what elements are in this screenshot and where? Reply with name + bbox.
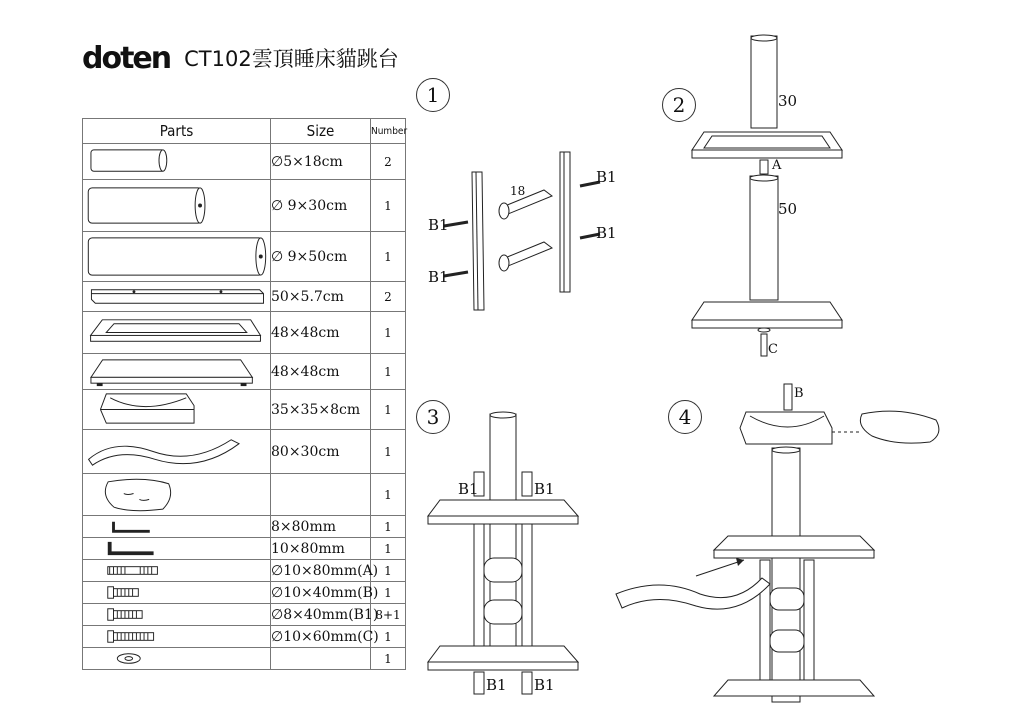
part-size: 8×80mm bbox=[271, 516, 371, 538]
base-board-icon bbox=[83, 354, 270, 389]
table-row bbox=[83, 430, 406, 474]
step-1-number: 1 bbox=[416, 78, 450, 112]
part-count: 2 bbox=[371, 144, 406, 180]
screw-label: B1 bbox=[458, 480, 479, 498]
step-4-diagram bbox=[610, 380, 950, 710]
table-row bbox=[83, 312, 406, 354]
table-row bbox=[83, 604, 406, 626]
step-3-number: 3 bbox=[416, 400, 450, 434]
wave-lounger-icon bbox=[83, 430, 270, 473]
document-title: CT102雲頂睡床貓跳台 bbox=[184, 47, 399, 71]
screw-label: B1 bbox=[534, 676, 555, 694]
part-size bbox=[271, 648, 371, 670]
part-count: 1 bbox=[371, 582, 406, 604]
part-size: ∅8×40mm(B1) bbox=[271, 604, 371, 626]
post-9x30-icon bbox=[83, 180, 270, 231]
step-3-diagram bbox=[428, 410, 588, 702]
screw-label: B1 bbox=[596, 168, 617, 186]
frame-board-icon bbox=[83, 312, 270, 353]
side-bar-icon bbox=[83, 282, 270, 311]
part-count: 8+1 bbox=[371, 604, 406, 626]
hex-key-10-icon bbox=[83, 538, 270, 559]
part-count: 1 bbox=[371, 626, 406, 648]
part-size: 10×80mm bbox=[271, 538, 371, 560]
step-2-number: 2 bbox=[662, 88, 696, 122]
top-post-length: 30 bbox=[778, 92, 798, 110]
bolt-c-icon bbox=[83, 626, 270, 647]
size-column-header: Size bbox=[271, 119, 371, 144]
part-count: 1 bbox=[371, 312, 406, 354]
part-count: 1 bbox=[371, 560, 406, 582]
washer-icon bbox=[83, 648, 270, 669]
bolt-b-label: B bbox=[794, 386, 804, 401]
number-column-header: Number bbox=[371, 119, 406, 144]
bottom-post-length: 50 bbox=[778, 200, 798, 218]
part-count: 1 bbox=[371, 474, 406, 516]
part-count: 2 bbox=[371, 282, 406, 312]
table-row bbox=[83, 648, 406, 670]
cushion-icon bbox=[83, 474, 270, 515]
parts-table bbox=[82, 118, 406, 670]
table-row bbox=[83, 232, 406, 282]
part-size: 35×35×8cm bbox=[271, 390, 371, 430]
part-size: ∅10×60mm(C) bbox=[271, 626, 371, 648]
table-row bbox=[83, 180, 406, 232]
table-row bbox=[83, 144, 406, 180]
screw-label: B1 bbox=[534, 480, 555, 498]
bolt-a-icon bbox=[83, 560, 270, 581]
part-count: 1 bbox=[371, 648, 406, 670]
table-row bbox=[83, 474, 406, 516]
post-length-label: 18 bbox=[510, 184, 526, 198]
hex-key-8-icon bbox=[83, 516, 270, 537]
table-row bbox=[83, 538, 406, 560]
part-size: 80×30cm bbox=[271, 430, 371, 474]
part-count: 1 bbox=[371, 516, 406, 538]
bowl-bed-icon bbox=[83, 390, 270, 429]
part-count: 1 bbox=[371, 180, 406, 232]
screw-label: B1 bbox=[428, 216, 449, 234]
part-count: 1 bbox=[371, 232, 406, 282]
step-4-number: 4 bbox=[668, 400, 702, 434]
parts-table-header bbox=[83, 119, 406, 144]
screw-label: B1 bbox=[596, 224, 617, 242]
part-size: ∅ 9×50cm bbox=[271, 232, 371, 282]
part-size: 50×5.7cm bbox=[271, 282, 371, 312]
part-size: ∅5×18cm bbox=[271, 144, 371, 180]
table-row bbox=[83, 560, 406, 582]
part-count: 1 bbox=[371, 390, 406, 430]
part-count: 1 bbox=[371, 538, 406, 560]
part-size: ∅10×40mm(B) bbox=[271, 582, 371, 604]
bolt-a-label: A bbox=[772, 158, 782, 173]
table-row bbox=[83, 390, 406, 430]
short-post-5x18-icon bbox=[83, 144, 270, 179]
post-9x50-icon bbox=[83, 232, 270, 281]
screw-label: B1 bbox=[486, 676, 507, 694]
parts-column-header: Parts bbox=[83, 119, 271, 144]
step-1-diagram bbox=[420, 150, 620, 320]
part-size bbox=[271, 474, 371, 516]
part-size: 48×48cm bbox=[271, 312, 371, 354]
brand-logo: doten bbox=[82, 40, 171, 76]
screw-b1-icon bbox=[83, 604, 270, 625]
table-row bbox=[83, 516, 406, 538]
part-size: 48×48cm bbox=[271, 354, 371, 390]
bolt-c-label: C bbox=[768, 342, 778, 357]
table-row bbox=[83, 626, 406, 648]
part-size: ∅10×80mm(A) bbox=[271, 560, 371, 582]
part-size: ∅ 9×30cm bbox=[271, 180, 371, 232]
document-header bbox=[82, 40, 399, 76]
table-row bbox=[83, 282, 406, 312]
part-count: 1 bbox=[371, 430, 406, 474]
step-2-diagram bbox=[690, 36, 850, 366]
table-row bbox=[83, 582, 406, 604]
bolt-b-icon bbox=[83, 582, 270, 603]
part-count: 1 bbox=[371, 354, 406, 390]
table-row bbox=[83, 354, 406, 390]
screw-label: B1 bbox=[428, 268, 449, 286]
